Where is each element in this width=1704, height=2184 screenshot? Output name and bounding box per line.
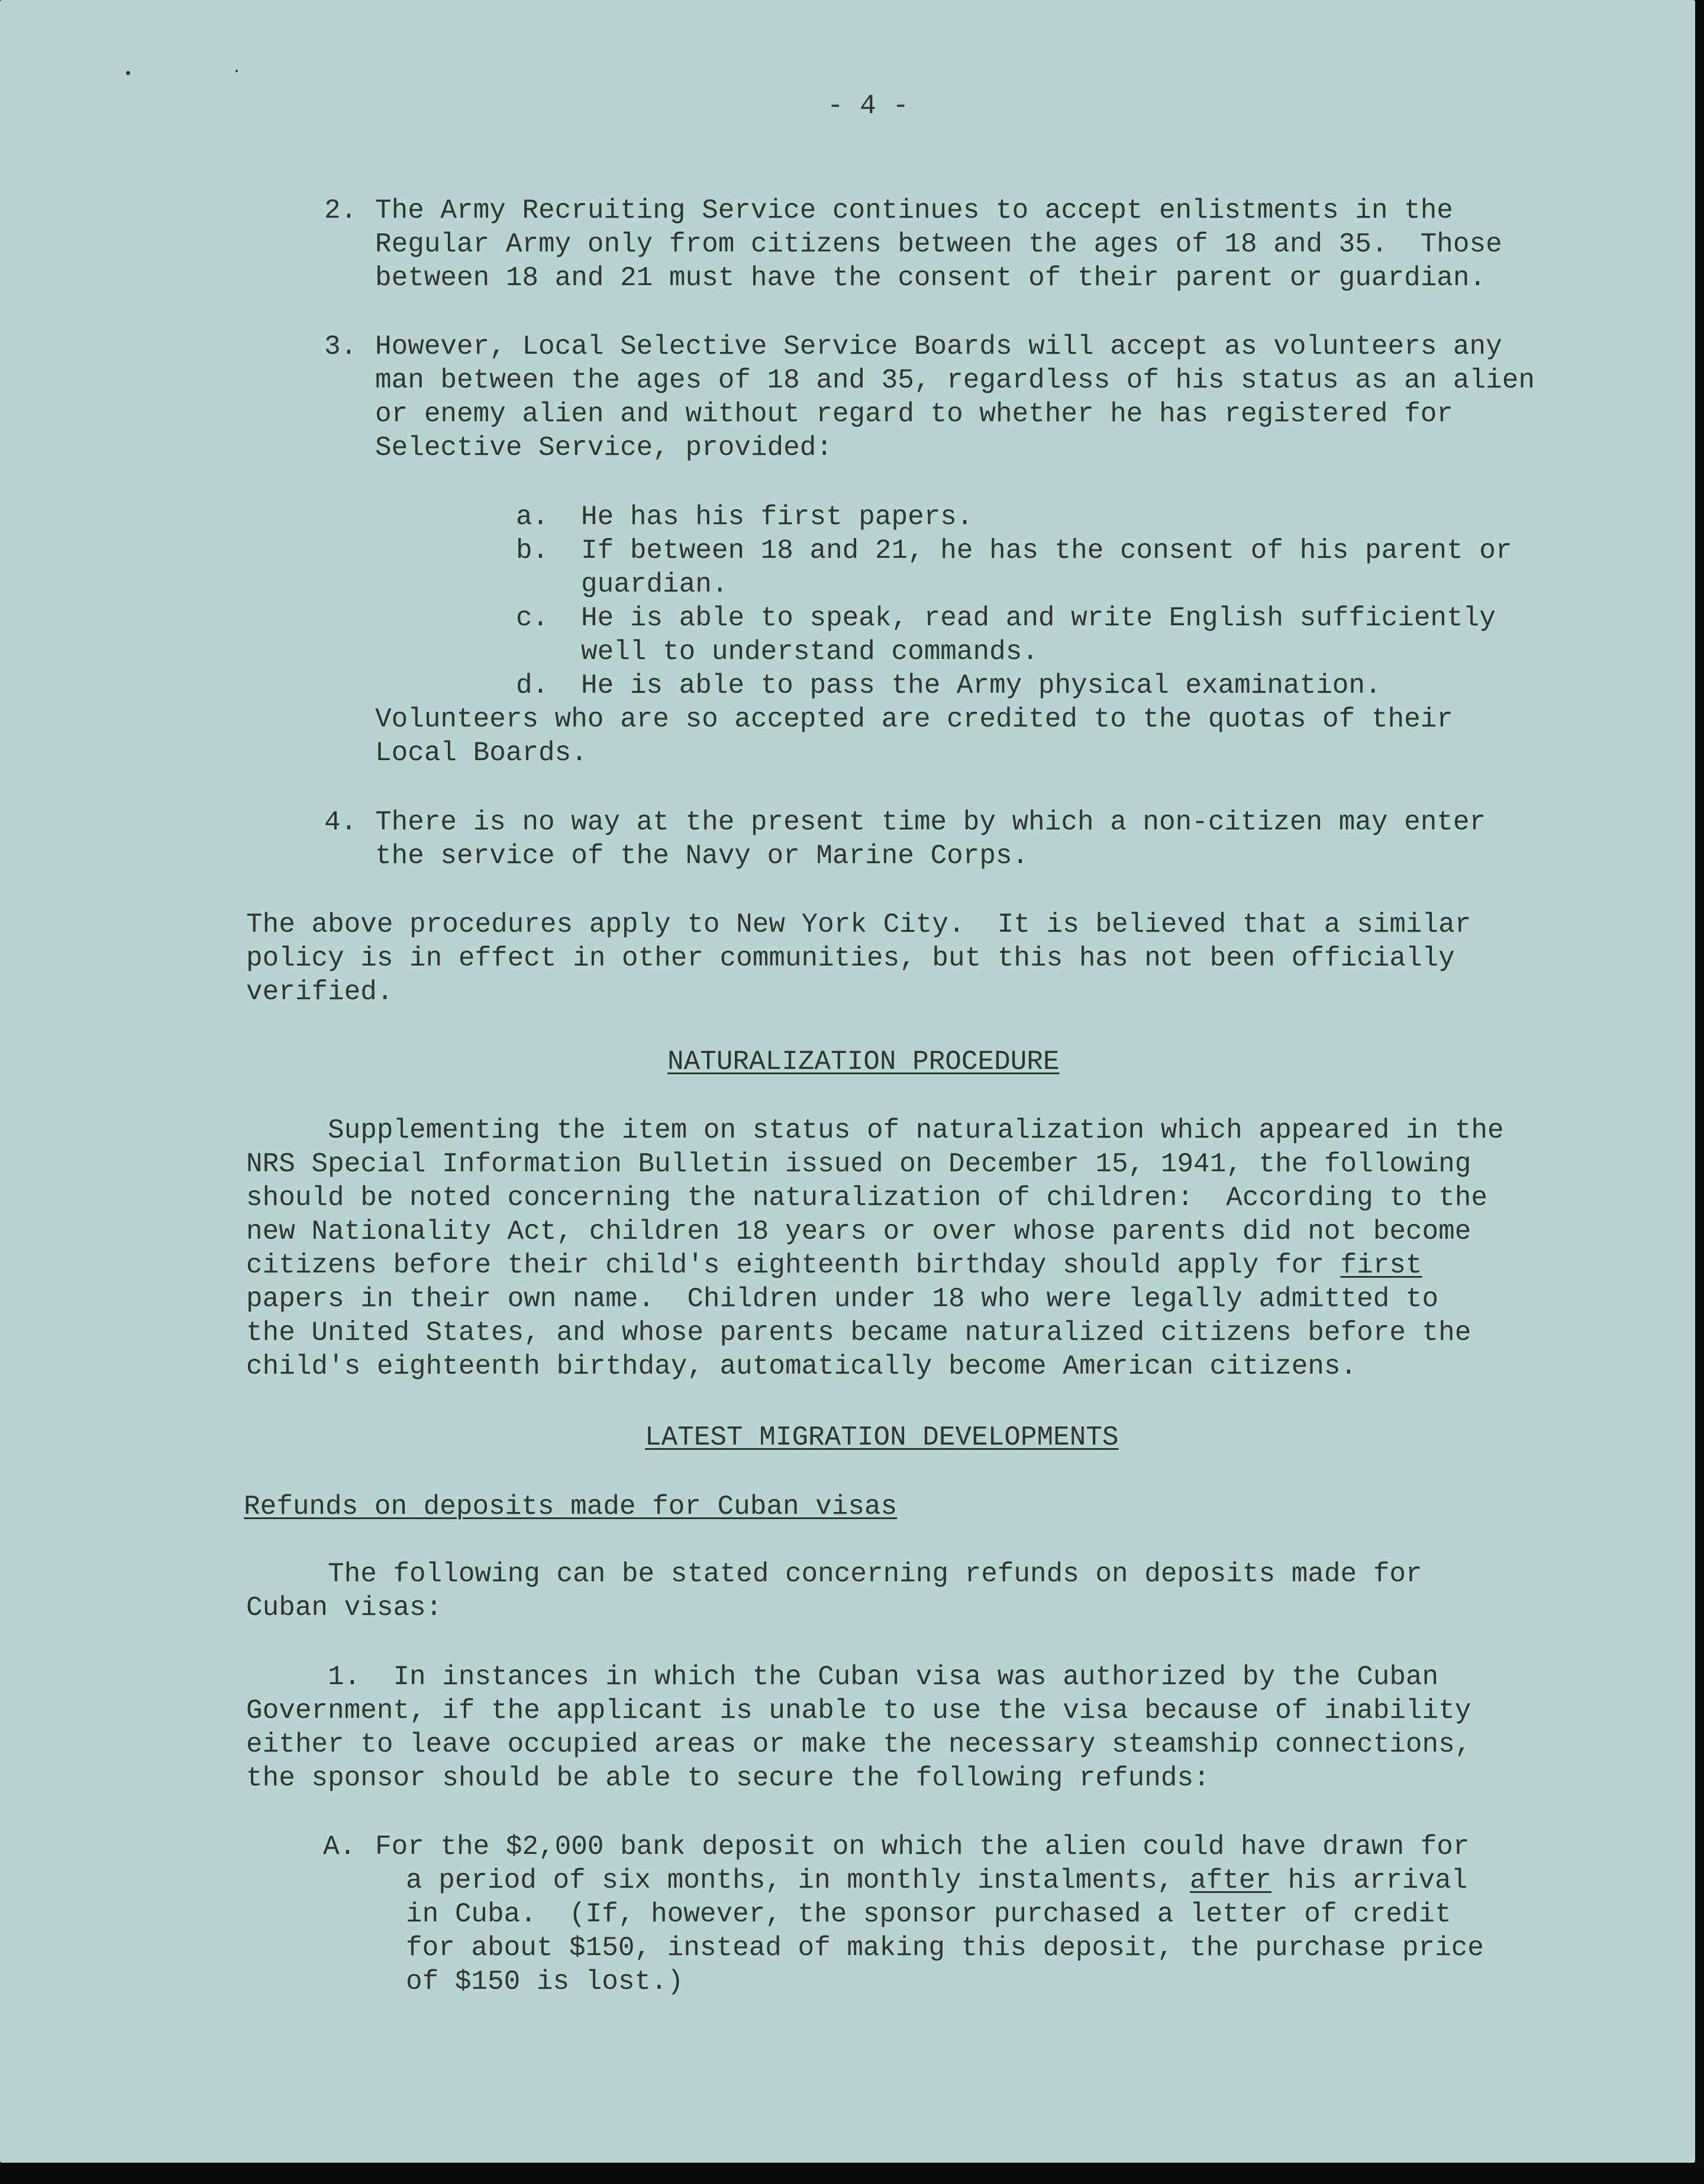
volunteers-note-line: Local Boards. xyxy=(375,738,588,768)
point-a-letter: A. xyxy=(323,1831,356,1862)
migration-point1-line: the sponsor should be able to secure the following refunds: xyxy=(246,1763,1210,1794)
item-3-line: Selective Service, provided: xyxy=(375,432,832,463)
migration-subheading: Refunds on deposits made for Cuban visas xyxy=(244,1491,898,1522)
migration-point1-line: Government, if the applicant is unable to use the visa because of inability xyxy=(246,1695,1471,1726)
naturalization-line: papers in their own name. Children under 18 who were legally admitted to xyxy=(246,1284,1439,1314)
migration-intro-line: The following can be stated concerning refunds on deposits made for xyxy=(246,1559,1422,1589)
condition-letter: c. xyxy=(516,603,549,634)
item-3-line: or enemy alien and without regard to whether he has registered for xyxy=(375,399,1453,429)
condition-text: He is able to pass the Army physical examination. xyxy=(581,670,1382,701)
condition-letter: a. xyxy=(516,502,549,532)
point-a-line: for about $150, instead of making this deposit, the purchase price xyxy=(406,1933,1484,1963)
point-a-line: For the $2,000 bank deposit on which the alien could have drawn for xyxy=(375,1831,1470,1862)
condition-letter: d. xyxy=(516,670,549,701)
procedures-note-line: verified. xyxy=(246,977,393,1007)
ink-speck xyxy=(235,70,238,72)
item-4-number: 4. xyxy=(324,807,357,838)
item-2-line: between 18 and 21 must have the consent of their parent or guardian. xyxy=(375,263,1486,293)
naturalization-line: new Nationality Act, children 18 years or over whose parents did not become xyxy=(246,1216,1471,1247)
volunteers-note-line: Volunteers who are so accepted are credited to the quotas of their xyxy=(375,704,1453,735)
emphasis-after: after xyxy=(1190,1865,1272,1896)
item-4-line: the service of the Navy or Marine Corps. xyxy=(375,841,1029,871)
naturalization-line: NRS Special Information Bulletin issued on December 15, 1941, the following xyxy=(246,1149,1471,1180)
migration-intro-line: Cuban visas: xyxy=(246,1592,443,1623)
point-a-line xyxy=(406,1864,1467,1897)
naturalization-line xyxy=(246,1249,1422,1282)
naturalization-line: should be noted concerning the naturalization of children: According to the xyxy=(246,1183,1487,1213)
ink-speck xyxy=(126,71,130,75)
condition-text: guardian. xyxy=(581,569,728,600)
naturalization-heading: NATURALIZATION PROCEDURE xyxy=(667,1046,1060,1077)
item-2-line: The Army Recruiting Service continues to accept enlistments in the xyxy=(375,195,1453,226)
item-2-number: 2. xyxy=(324,195,357,226)
procedures-note-line: policy is in effect in other communities, but this has not been officially xyxy=(246,943,1455,974)
item-3-number: 3. xyxy=(324,331,357,362)
procedures-note-line: The above procedures apply to New York City. It is believed that a similar xyxy=(246,909,1471,940)
item-3-line: However, Local Selective Service Boards will accept as volunteers any xyxy=(375,331,1502,362)
page-number: - 4 - xyxy=(827,91,909,121)
point-a-line: of $150 is lost.) xyxy=(406,1966,684,1997)
emphasis-first: first xyxy=(1340,1250,1422,1281)
condition-text: well to understand commands. xyxy=(581,637,1038,667)
migration-point1-line: 1. In instances in which the Cuban visa was authorized by the Cuban xyxy=(246,1662,1439,1692)
migration-point1-line: either to leave occupied areas or make the necessary steamship connections, xyxy=(246,1729,1471,1760)
condition-text: He is able to speak, read and write English sufficiently xyxy=(581,603,1496,634)
condition-text: If between 18 and 21, he has the consent of his parent or xyxy=(581,535,1512,566)
condition-letter: b. xyxy=(516,535,549,566)
point-a-line: in Cuba. (If, however, the sponsor purchased a letter of credit xyxy=(406,1899,1451,1930)
item-2-line: Regular Army only from citizens between the ages of 18 and 35. Those xyxy=(375,229,1502,260)
point-a-line-tail: his arrival xyxy=(1271,1865,1468,1896)
item-4-line: There is no way at the present time by which a non-citizen may enter xyxy=(375,807,1486,838)
point-a-line-text: a period of six months, in monthly instalments, xyxy=(406,1865,1190,1896)
condition-text: He has his first papers. xyxy=(581,502,973,532)
naturalization-line: Supplementing the item on status of naturalization which appeared in the xyxy=(246,1115,1504,1146)
naturalization-line: child's eighteenth birthday, automatically become American citizens. xyxy=(246,1351,1357,1382)
naturalization-line: the United States, and whose parents became naturalized citizens before the xyxy=(246,1317,1471,1348)
naturalization-line-text: citizens before their child's eighteenth birthday should apply for xyxy=(246,1250,1341,1281)
item-3-line: man between the ages of 18 and 35, regardless of his status as an alien xyxy=(375,365,1535,396)
migration-heading: LATEST MIGRATION DEVELOPMENTS xyxy=(645,1422,1119,1453)
